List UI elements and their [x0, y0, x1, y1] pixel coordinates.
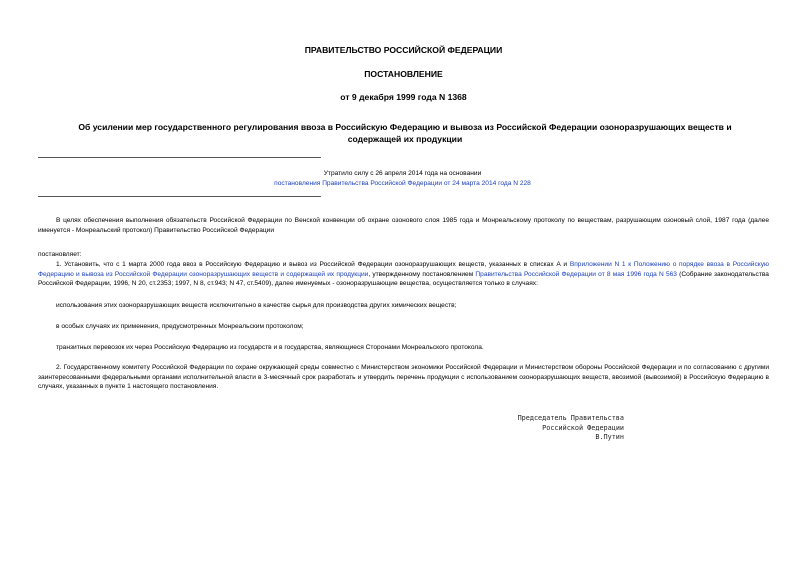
lapsed-text: Утратило силу с 26 апреля 2014 года на основании: [323, 170, 482, 177]
lapsed-link[interactable]: постановления Правительства Российской Федерации от 24 марта 2014 года N 228: [274, 179, 531, 187]
resolution-563-link[interactable]: Правительства Российской Федерации от 8 мая 1996 года N 563: [475, 270, 677, 278]
document-title: Об усилении мер государственного регулирования ввоза в Российскую Федерацию и вывоза из Российской Федерации озоноразрушающих веществ и содержащей их продукции: [78, 122, 732, 144]
document-type-heading: ПОСТАНОВЛЕНИЕ: [364, 69, 443, 79]
case-2-paragraph: в особых случаях их применения, предусмотренных Монреальским протоколом;: [56, 323, 304, 330]
item-2-paragraph: 2. Государственному комитету Российской Федерации по охране окружающей среды совместно с Министерством экономики Российской Федерации и Министерством обороны Российской Федерации и по согласованию с другими заинтересованными федеральными органами исполнительной власти в 3-месячный срок разработать и утвердить перечень продукции с использованием озоноразрушающих веществ, ввозимой (вывозимой) в Российскую Федерацию в случаях, указанных в пункте 1 настоящего постановления.: [38, 364, 769, 391]
case-1-paragraph: использования этих озоноразрушающих веществ исключительно в качестве сырья для производства других химических веществ;: [56, 302, 457, 309]
annex-1-link[interactable]: Вприложении N 1 к Положению о порядке ввоза в Российскую Федерацию и вывоза из Российской Федерации озоноразрушающих веществ и содержащей их продукции: [38, 261, 769, 278]
bottom-divider: [38, 196, 321, 197]
resolves-paragraph: постановляет:: [38, 251, 82, 258]
signature-block: [518, 414, 624, 443]
top-divider: [38, 157, 321, 158]
date-number-heading: от 9 декабря 1999 года N 1368: [340, 92, 467, 102]
item-1-text-start: 1. Установить, что с 1 марта 2000 года ввоз в Российскую Федерацию и вывоз из Российской Федерации озоноразрушающих веществ, указанных в списках А и: [56, 261, 570, 268]
signature-position: Председатель Правительства: [517, 414, 624, 422]
item-1-text-end: (Собрание законодательства Российской Федерации, 1996, N 20, ст.2353; 1997, N 8, ст.943; N 47, ст.5409), далее именуемых - озоноразрушающие вещества, осуществляется только в случаях:: [38, 270, 769, 288]
signature-country: Российской Федерации: [542, 423, 624, 432]
item-1-text-mid: , утвержденному постановлением: [368, 270, 476, 278]
status-block: [240, 169, 565, 188]
preamble-paragraph: В целях обеспечения выполнения обязательств Российской Федерации по Венской конвенции об охране озонового слоя 1985 года и Монреальскому протоколу по веществам, разрушающим озоновый слой, 1987 года (далее именуется - Монреальский протокол) Правительство Российской Федерации: [38, 217, 769, 234]
signature-name: В.Путин: [595, 433, 624, 442]
item-1-paragraph: [38, 260, 769, 289]
case-3-paragraph: транзитных перевозок их через Российскую Федерацию из государств и в государства, являющиеся Сторонами Монреальского протокола.: [56, 344, 484, 351]
government-heading: ПРАВИТЕЛЬСТВО РОССИЙСКОЙ ФЕДЕРАЦИИ: [304, 45, 503, 55]
